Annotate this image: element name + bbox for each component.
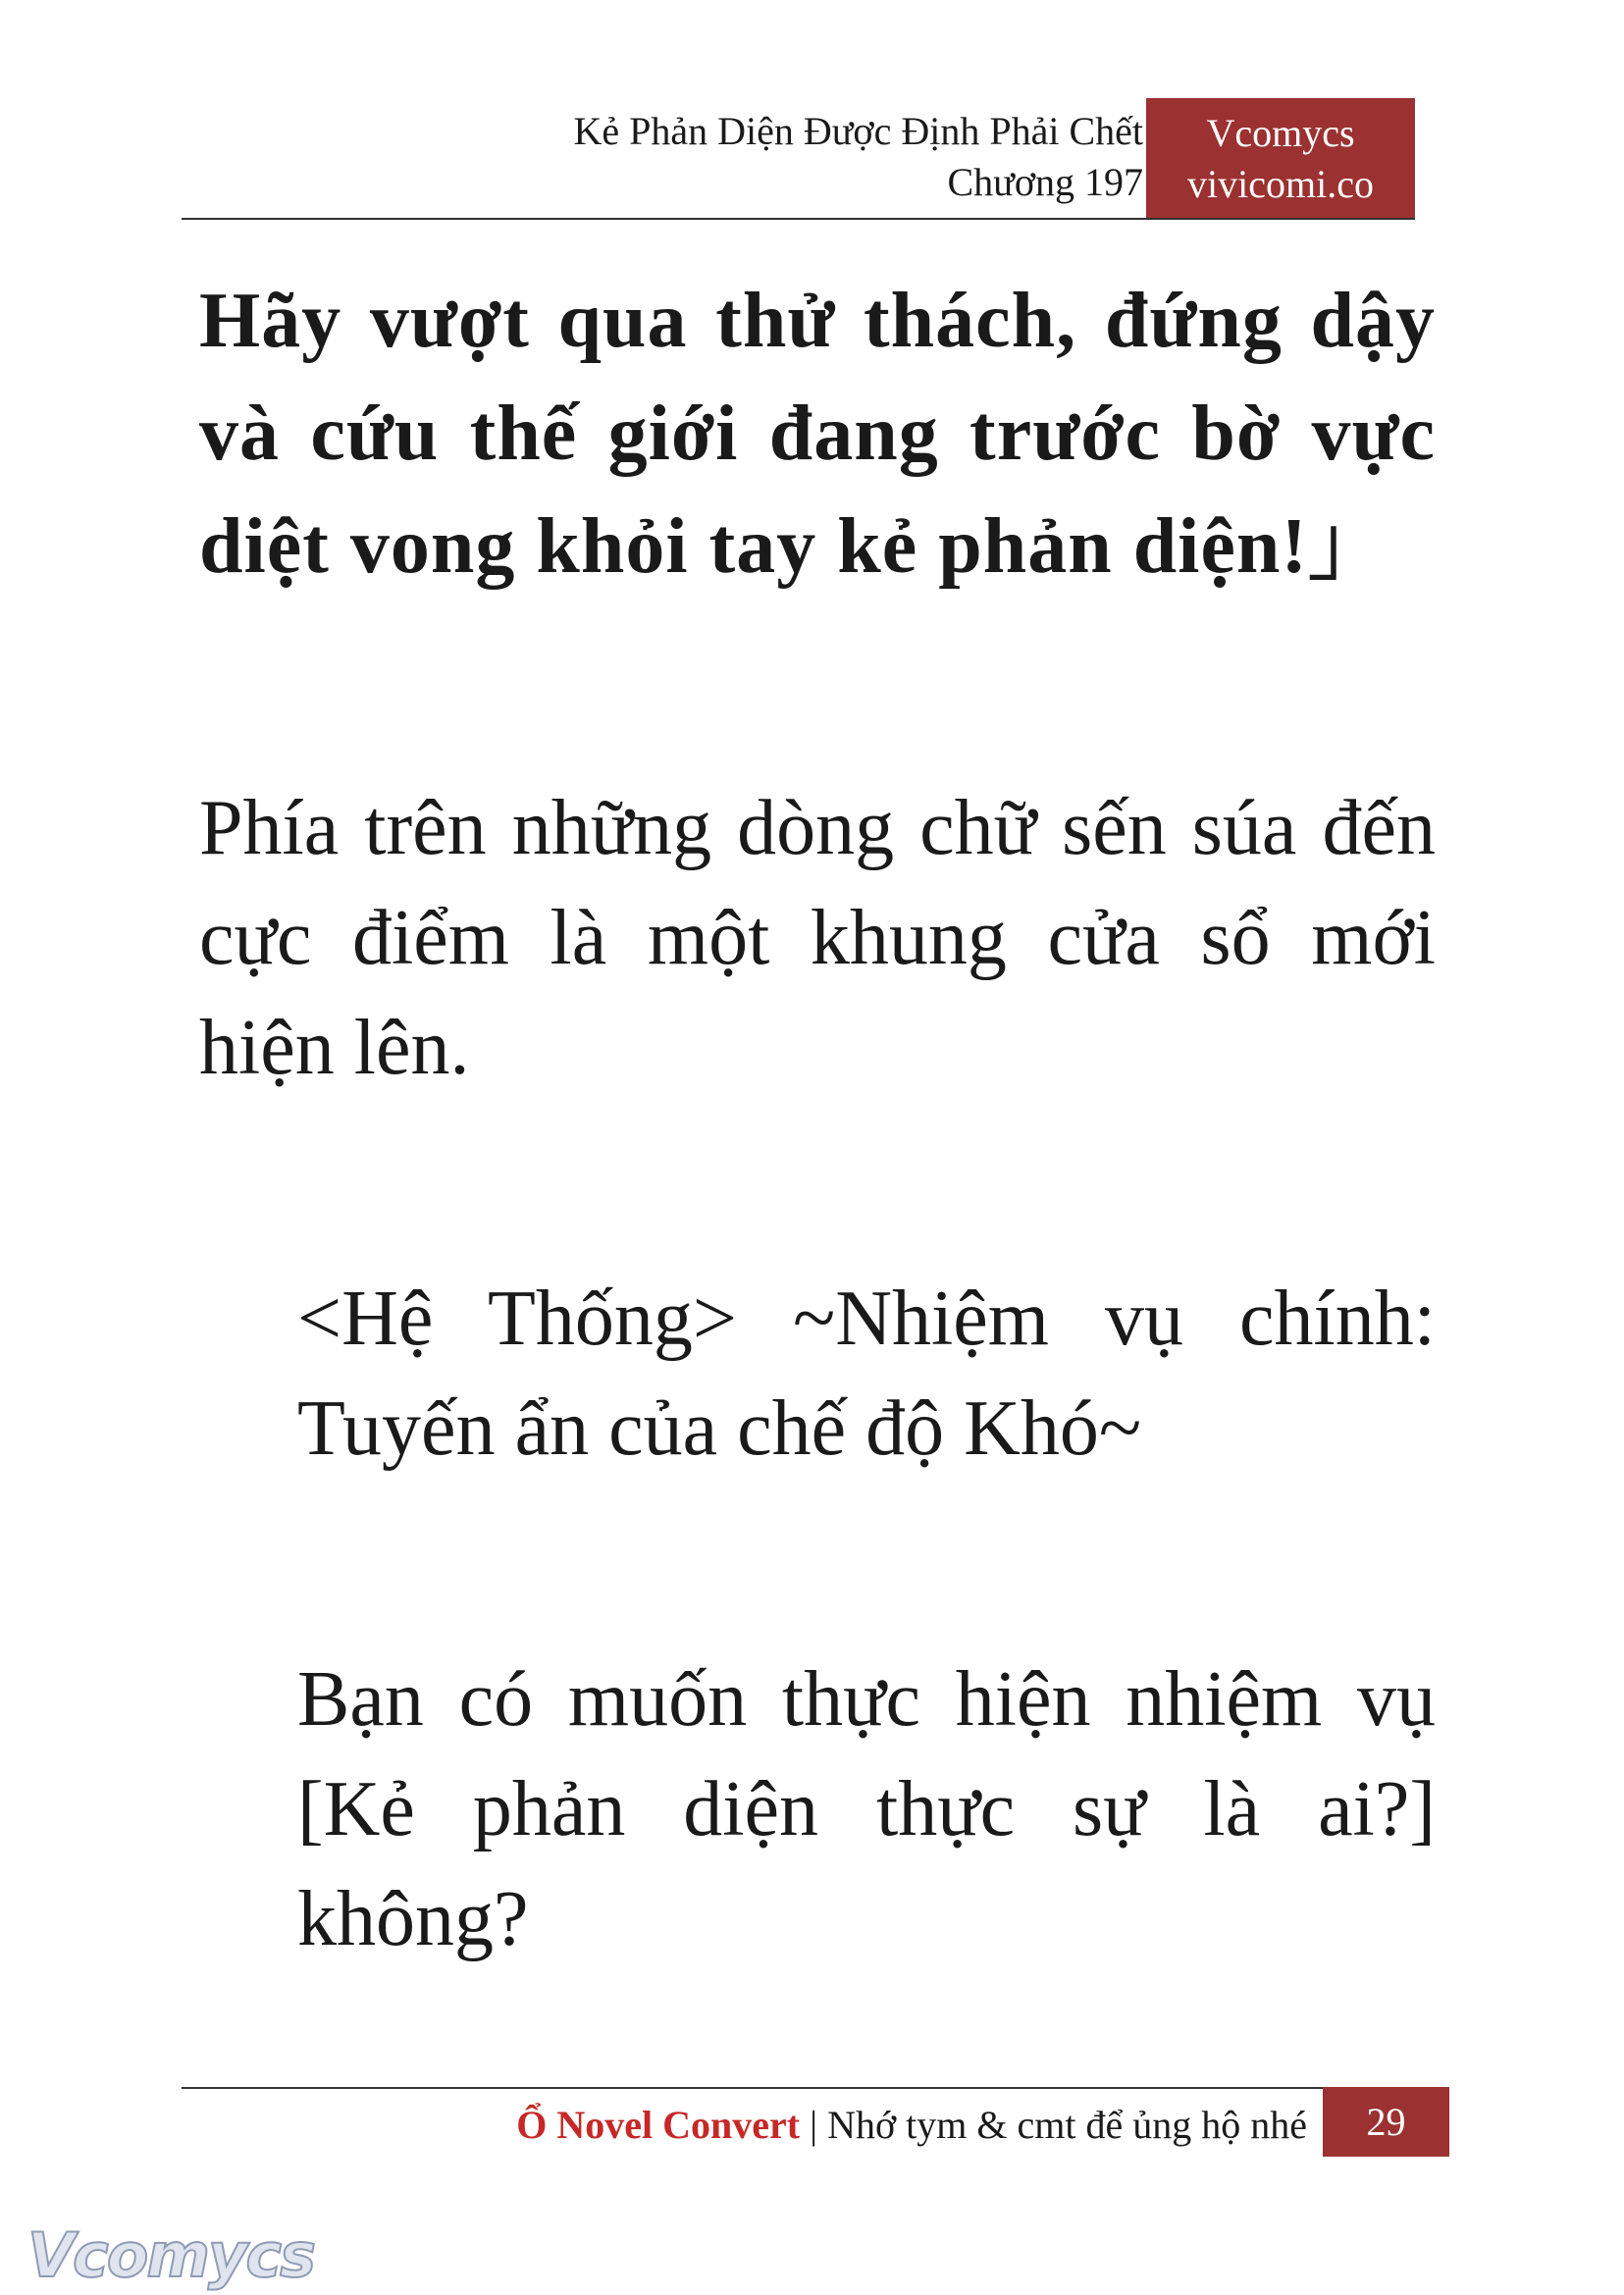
watermark-logo: Vcomycs [27,2219,315,2291]
body-paragraph-1: Phía trên những dòng chữ sến súa đến cực điểm là một khung cửa sổ mới hiện lên. [199,785,1436,1091]
header-badge [1146,98,1415,219]
footer-text [516,2098,1307,2153]
footer-divider [182,2087,1449,2089]
badge-site-url: vivicomi.co [1187,162,1374,206]
book-title: Kẻ Phản Diện Được Định Phải Chết [573,109,1143,153]
quest-question-paragraph: Bạn có muốn thực hiện nhiệm vụ [Kẻ phản diện thực sự là ai?] không? [297,1656,1436,1962]
footer-brand: Ổ Novel Convert [516,2103,801,2147]
page-number: 29 [1323,2087,1449,2157]
badge-site-name: Vcomycs [1206,111,1355,155]
footer-message: Nhớ tym & cmt để ủng hộ nhé [827,2103,1307,2147]
header-divider [182,218,1415,220]
system-message-paragraph: <Hệ Thống> ~Nhiệm vụ chính: Tuyến ẩn của chế độ Khó~ [297,1276,1436,1472]
bold-heading-paragraph: Hãy vượt qua thử thách, đứng dậy và cứu thế giới đang trước bờ vực diệt vong khỏi tay kẻ phản diện!」 [199,278,1436,590]
chapter-label: Chương 197 [947,160,1143,204]
footer-separator: | [810,2103,818,2147]
header-titles [573,106,1143,208]
